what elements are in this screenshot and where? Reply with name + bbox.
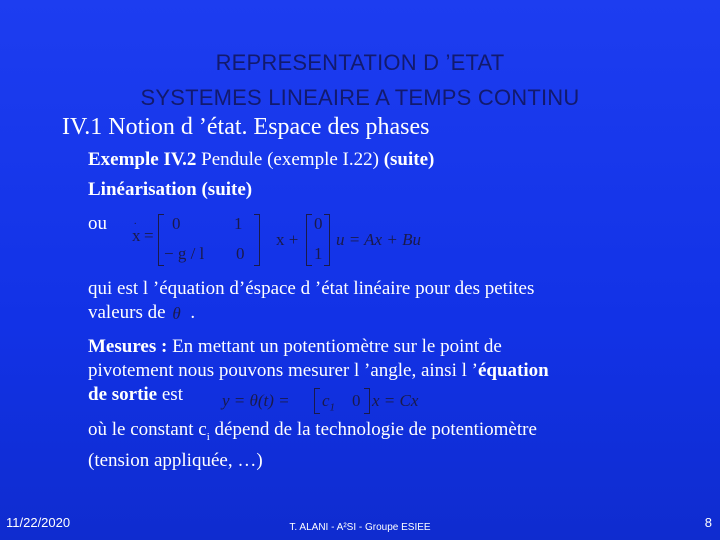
para1-line2-b: . xyxy=(190,302,196,323)
output-equation xyxy=(222,388,442,416)
matrix-c-right-bracket xyxy=(364,388,370,414)
matrix-c-1: $c_1$ xyxy=(322,391,336,414)
eq1-rhs: u = Ax + Bu xyxy=(336,230,421,249)
matrix-a-11: 0 xyxy=(172,214,181,233)
matrix-a-21: − g / l xyxy=(164,244,205,263)
example-suite: (suite) xyxy=(383,149,435,170)
matrix-a-right-bracket xyxy=(254,214,260,266)
ou-label: ou xyxy=(88,213,107,234)
eq1-x-plus: x + xyxy=(276,230,299,249)
mesures-label: Mesures : xyxy=(88,336,168,357)
example-text: Pendule (exemple I.22) xyxy=(196,149,384,170)
eq2-lhs: y = θ(t) = xyxy=(222,391,290,410)
matrix-b-right-bracket xyxy=(324,214,330,266)
title-line-2: SYSTEMES LINEAIRE A TEMPS CONTINU xyxy=(140,85,580,110)
mesures-line1: En mettant un potentiomètre sur le point de xyxy=(167,336,502,357)
matrix-c-left-bracket xyxy=(314,388,320,414)
matrix-b-left-bracket xyxy=(306,214,312,266)
footer-date: 11/22/2020 xyxy=(6,515,71,530)
eq1-equals: = xyxy=(144,226,154,245)
para2-line2: (tension appliquée, …) xyxy=(88,449,263,471)
mesures-line2-bold: équation xyxy=(477,360,549,381)
matrix-b-2: 1 xyxy=(314,244,323,263)
section-heading: IV.1 Notion d ’état. Espace des phases xyxy=(62,114,430,140)
eq1-lhs: x xyxy=(132,226,141,245)
paragraph-2 xyxy=(88,418,708,473)
matrix-c-2: 0 xyxy=(352,391,361,410)
para2-line1-a: où le constant c xyxy=(88,419,207,440)
linearisation-line: Linéarisation (suite) xyxy=(88,179,253,200)
mesures-line3: est xyxy=(157,384,183,405)
para2-sub: i xyxy=(206,430,210,443)
footer-page-number: 8 xyxy=(704,515,712,530)
theta-symbol: θ xyxy=(172,304,181,323)
matrix-a-12: 1 xyxy=(234,214,243,233)
para1-line2-a: valeurs de xyxy=(88,302,166,323)
para1-line1: qui est l ’équation d’éspace d ’état linéaire pour des petites xyxy=(88,278,535,299)
mesures-line3-bold: de sortie xyxy=(88,384,158,405)
state-equation: x . = 0 1 − g / l 0 x + 0 1 u = Ax + Bu xyxy=(130,214,440,270)
matrix-a-22: 0 xyxy=(236,244,245,263)
title-line-1: REPRESENTATION D ’ETAT xyxy=(215,50,505,75)
paragraph-1 xyxy=(88,277,708,325)
mesures-line2: pivotement nous pouvons mesurer l ’angle, ainsi l ’ xyxy=(88,360,478,381)
eq2-rhs: x = Cx xyxy=(372,391,419,410)
example-label: Exemple IV.2 xyxy=(88,149,197,170)
matrix-b-1: 0 xyxy=(314,214,323,233)
para2-line1-b: dépend de la technologie de potentiomètre xyxy=(209,419,537,440)
footer-author: T. ALANI - A²SI - Groupe ESIEE xyxy=(289,522,431,533)
example-line xyxy=(88,148,434,172)
